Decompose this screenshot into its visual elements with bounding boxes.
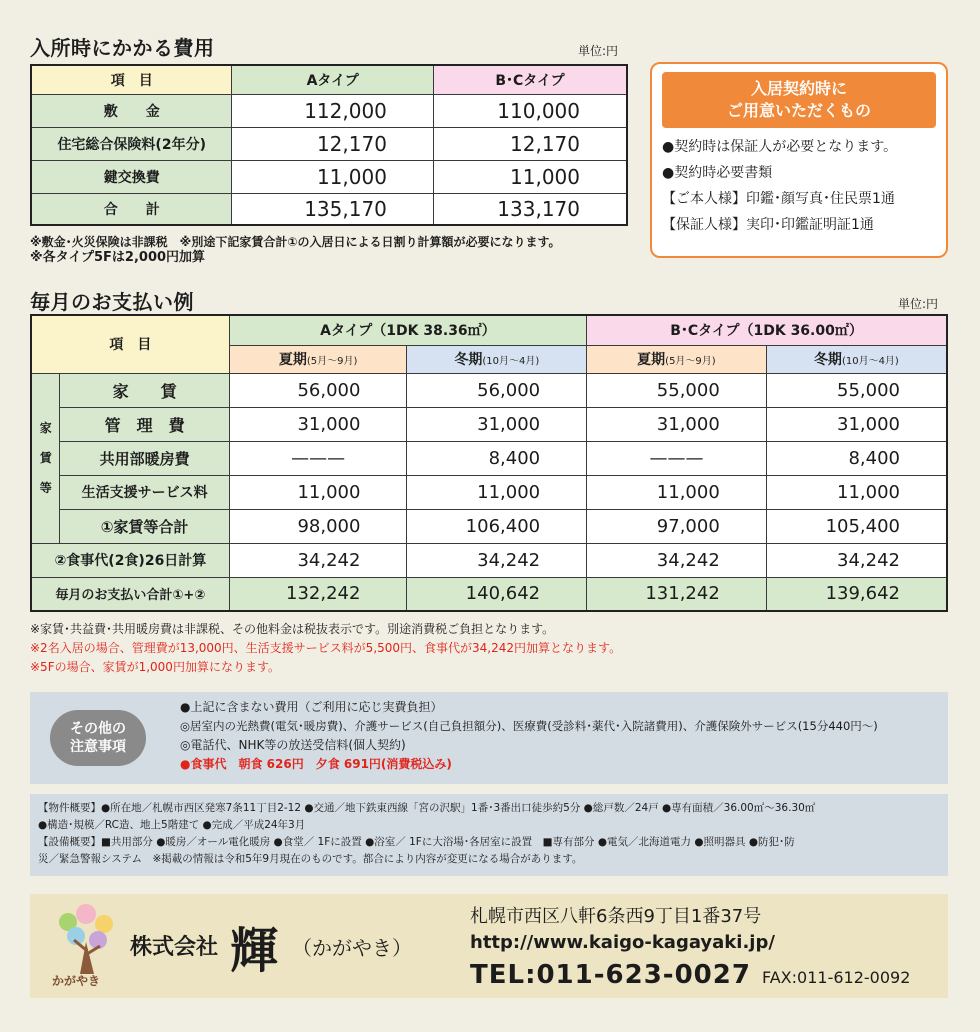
other-note: ●上記に含まない費用（ご利用に応じ実費負担）	[180, 700, 443, 714]
monthly-section-title: 毎月のお支払い例	[30, 290, 194, 314]
contract-item: 【ご本人様】印鑑･顔写真･住民票1通	[662, 191, 895, 207]
monthly-row-value: 11,000	[766, 475, 947, 509]
company-footer	[30, 894, 948, 998]
entry-note: ※敷金･火災保険は非課税 ※別途下記家賃合計①の入居日による日割り計算額が必要になります。	[30, 235, 561, 249]
meal-cost-value: 34,242	[587, 543, 767, 577]
monthly-total-value: 131,242	[587, 577, 767, 611]
entry-section-title: 入所時にかかる費用	[30, 36, 215, 60]
meal-cost-label: ②食事代(2食)26日計算	[31, 543, 229, 577]
contract-list	[652, 128, 946, 238]
entry-header-a: Aタイプ	[232, 65, 434, 94]
monthly-row-value: ———	[587, 441, 767, 475]
monthly-header-summer: 夏期 (5月〜9月)	[587, 345, 767, 373]
monthly-row-value: 11,000	[229, 475, 407, 509]
monthly-header-winter: 冬期 (10月〜4月)	[407, 345, 587, 373]
contract-item: 【保証人様】実印･印鑑証明証1通	[662, 217, 874, 233]
monthly-total-value: 140,642	[407, 577, 587, 611]
monthly-total-value: 139,642	[766, 577, 947, 611]
monthly-row-value: 31,000	[229, 407, 407, 441]
contract-box	[650, 62, 948, 258]
monthly-notes	[30, 620, 960, 677]
company-logo	[46, 902, 128, 992]
entry-row-label: 敷 金	[31, 94, 232, 127]
monthly-header-item: 項 目	[31, 315, 229, 373]
monthly-total-label: 毎月のお支払い合計①+②	[31, 577, 229, 611]
other-notes-panel	[30, 692, 948, 784]
company-reading: （かがやき）	[292, 936, 412, 960]
entry-total-a: 135,170	[232, 193, 434, 225]
entry-note: ※各タイプ5Fは2,000円加算	[30, 250, 206, 265]
monthly-header-summer: 夏期 (5月〜9月)	[229, 345, 407, 373]
other-note: ◎居室内の光熱費(電気･暖房費)、介護サービス(自己負担額分)、医療費(受診料･薬代･入院諸費用)、介護保険外サービス(15分440円〜)	[180, 719, 878, 733]
monthly-row-value: 11,000	[407, 475, 587, 509]
monthly-subtotal-value: 105,400	[766, 509, 947, 543]
contract-title	[662, 72, 936, 128]
entry-cost-table	[30, 64, 628, 226]
rent-group-label: 家 賃 等	[31, 373, 60, 543]
monthly-row-label: 管 理 費	[60, 407, 229, 441]
monthly-row-value: 8,400	[766, 441, 947, 475]
monthly-cost-table	[30, 314, 948, 612]
monthly-header-bc: B･Cタイプ（1DK 36.00㎡）	[587, 315, 947, 345]
monthly-header-winter: 冬期 (10月〜4月)	[766, 345, 947, 373]
monthly-row-value: 31,000	[587, 407, 767, 441]
monthly-unit-label: 単位:円	[898, 297, 939, 311]
company-url-link[interactable]: http://www.kaigo-kagayaki.jp/	[470, 932, 775, 953]
property-line: ●構造･規模／RC造、地上5階建て ●完成／平成24年3月	[38, 819, 306, 831]
monthly-row-label: 生活支援サービス料	[60, 475, 229, 509]
contract-title-line: ご用意いただくもの	[726, 101, 871, 120]
property-line: 災／緊急警報システム ※掲載の情報は令和5年9月現在のものです。都合により内容が変更になる場合があります。	[38, 853, 583, 865]
monthly-row-label: 家 賃	[60, 373, 229, 407]
company-name: 輝	[230, 923, 279, 979]
company-fax: FAX:011-612-0092	[762, 968, 911, 987]
monthly-subtotal-value: 98,000	[229, 509, 407, 543]
monthly-header-a: Aタイプ（1DK 38.36㎡）	[229, 315, 586, 345]
entry-row-value-a: 112,000	[232, 94, 434, 127]
company-prefix: 株式会社	[130, 935, 219, 960]
entry-row-value-bc: 12,170	[433, 127, 627, 160]
monthly-row-value: 56,000	[407, 373, 587, 407]
entry-row-value-a: 12,170	[232, 127, 434, 160]
other-notes-list	[180, 698, 940, 774]
badge-line: 注意事項	[70, 739, 126, 755]
contract-title-line: 入居契約時に	[750, 79, 847, 98]
other-note: ◎電話代、NHK等の放送受信料(個人契約)	[180, 738, 406, 752]
logo-text: かがやき	[52, 974, 101, 988]
entry-row-value-a: 11,000	[232, 160, 434, 193]
entry-row-label: 鍵交換費	[31, 160, 232, 193]
meal-cost-value: 34,242	[229, 543, 407, 577]
property-line: 【設備概要】■共用部分 ●暖房／オール電化暖房 ●食堂／ 1Fに設置 ●浴室／ 1Fに大浴場･各居室に設置 ■専有部分 ●電気／北海道電力 ●照明器具 ●防犯･防	[38, 836, 795, 848]
entry-header-item: 項 目	[31, 65, 232, 94]
contract-item: ●契約時必要書類	[662, 165, 773, 181]
property-overview-panel	[30, 794, 948, 876]
monthly-row-value: 55,000	[766, 373, 947, 407]
monthly-subtotal-value: 97,000	[587, 509, 767, 543]
monthly-row-value: 8,400	[407, 441, 587, 475]
entry-notes	[30, 234, 650, 266]
company-tel: TEL:011-623-0027	[470, 960, 751, 990]
monthly-row-value: 31,000	[766, 407, 947, 441]
entry-total-label: 合 計	[31, 193, 232, 225]
monthly-note: ※家賃･共益費･共用暖房費は非課税、その他料金は税抜表示です。別途消費税ご負担となります。	[30, 622, 555, 636]
contract-item: ●契約時は保証人が必要となります。	[662, 139, 898, 155]
other-notes-badge	[50, 710, 146, 766]
entry-row-label: 住宅総合保険料(2年分)	[31, 127, 232, 160]
monthly-note-red: ※2名入居の場合、管理費が13,000円、生活支援サービス料が5,500円、食事代が34,242円加算となります。	[30, 641, 622, 655]
monthly-row-value: 55,000	[587, 373, 767, 407]
property-line: 【物件概要】●所在地／札幌市西区発寒7条11丁目2-12 ●交通／地下鉄東西線「宮の沢駅」1番･3番出口徒歩約5分 ●総戸数／24戸 ●専有面積／36.00㎡〜36.30㎡	[38, 802, 816, 814]
monthly-row-value: ———	[229, 441, 407, 475]
monthly-row-value: 11,000	[587, 475, 767, 509]
monthly-subtotal-value: 106,400	[407, 509, 587, 543]
company-address: 札幌市西区八軒6条西9丁目1番37号	[470, 906, 762, 927]
entry-unit-label: 単位:円	[578, 44, 619, 58]
meal-cost-value: 34,242	[407, 543, 587, 577]
entry-total-bc: 133,170	[433, 193, 627, 225]
entry-row-value-bc: 11,000	[433, 160, 627, 193]
monthly-note-red: ※5Fの場合、家賃が1,000円加算になります。	[30, 660, 280, 674]
meal-price-note: ●食事代 朝食 626円 夕食 691円(消費税込み)	[180, 757, 452, 771]
monthly-row-label: 共用部暖房費	[60, 441, 229, 475]
meal-cost-value: 34,242	[766, 543, 947, 577]
monthly-row-value: 31,000	[407, 407, 587, 441]
entry-header-bc: B･Cタイプ	[433, 65, 627, 94]
entry-row-value-bc: 110,000	[433, 94, 627, 127]
monthly-row-value: 56,000	[229, 373, 407, 407]
monthly-subtotal-label: ①家賃等合計	[60, 509, 229, 543]
monthly-total-value: 132,242	[229, 577, 407, 611]
badge-line: その他の	[70, 721, 126, 737]
